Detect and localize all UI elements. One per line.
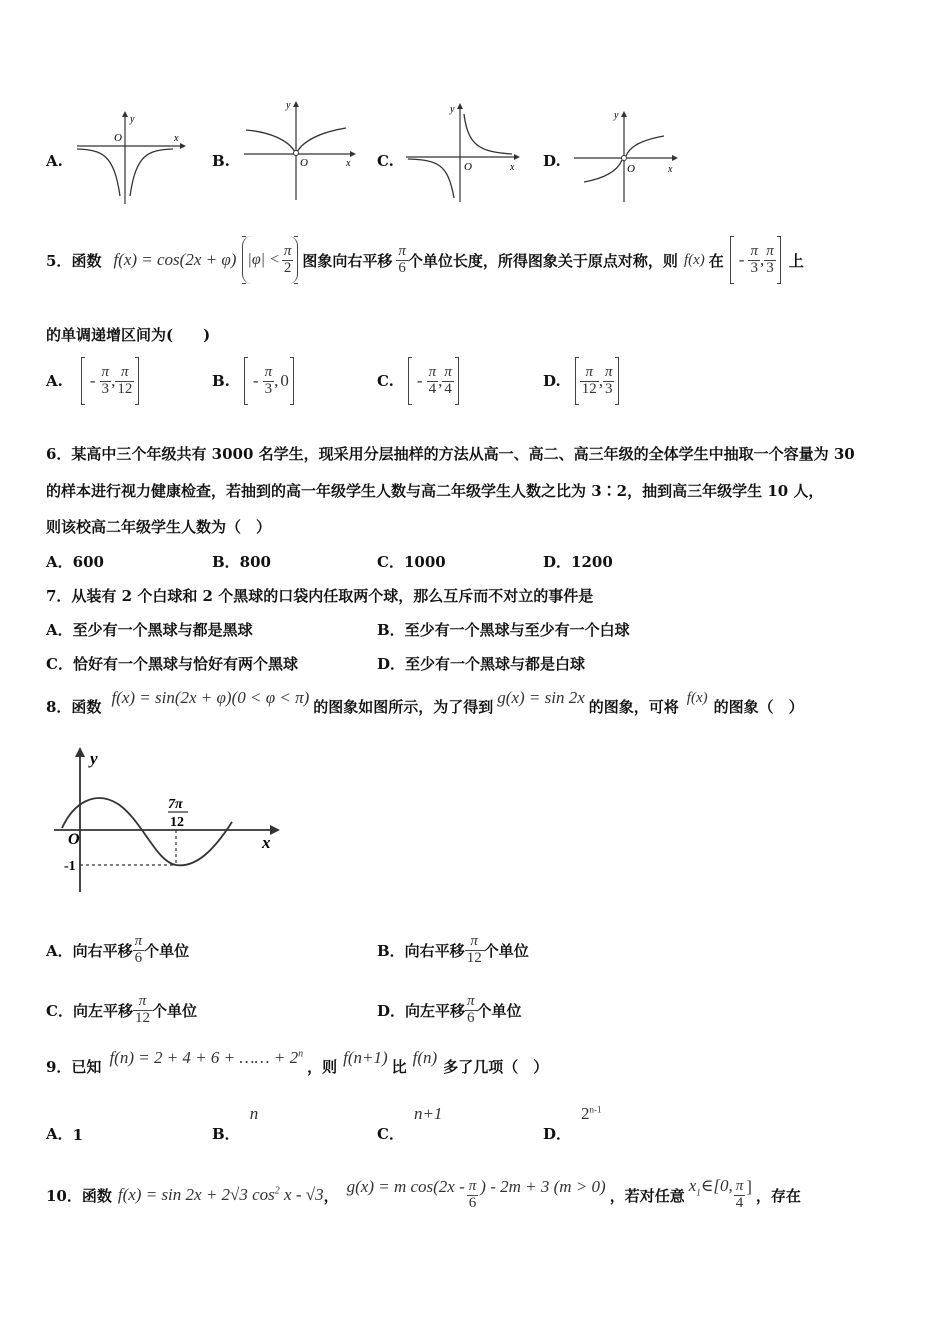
- q5-text-2: 图象向右平移: [302, 251, 393, 270]
- origin-label: O: [68, 831, 80, 848]
- origin-label: O: [464, 161, 472, 173]
- q7-option-a[interactable]: A．至少有一个黑球与都是黑球: [46, 621, 253, 639]
- q5-main-interval: - $\frac{\pi}{3}$ , $\frac{\pi}{3}$: [730, 236, 781, 284]
- curve-right: [130, 149, 173, 196]
- q7-option-b[interactable]: B．至少有一个黑球与至少有一个白球: [377, 621, 630, 639]
- q4-option-b-graph: [240, 98, 360, 203]
- q4-option-d-graph: [570, 108, 682, 206]
- x-label: x: [510, 162, 515, 173]
- q9-f-n-plus-1: f(n+1): [343, 1048, 388, 1067]
- q7-option-c[interactable]: C．恰好有一个黑球与恰好有两个黑球: [46, 655, 298, 673]
- open-point: [294, 151, 299, 156]
- curve-right: [626, 136, 664, 156]
- q4-option-c-label[interactable]: C.: [377, 152, 394, 170]
- origin-label: O: [114, 132, 122, 144]
- q5-stem-line2: 的单调递增区间为( ): [46, 326, 211, 344]
- q4-option-d-label[interactable]: D.: [543, 152, 561, 170]
- q5-text-4: 在: [708, 251, 724, 270]
- y-axis-arrow: [621, 111, 627, 117]
- q9-option-c[interactable]: C． n+1: [377, 1104, 443, 1143]
- curve-left: [246, 130, 295, 152]
- q10-g-function-part1: g(x) = m cos(2x -: [346, 1177, 465, 1196]
- y-label: y: [450, 104, 455, 115]
- q6-option-b[interactable]: B．800: [212, 553, 271, 571]
- q5-text-3: 个单位长度，所得图象关于原点对称，则: [407, 251, 678, 270]
- q8-option-a[interactable]: A．向右平移 $\frac{\pi}{6}$ 个单位: [46, 932, 190, 966]
- neg-one-label: -1: [64, 859, 76, 874]
- q5-condition: |φ| < $\frac{\pi}{2}$: [242, 236, 298, 284]
- q6-stem-line2: 的样本进行视力健康检查，若抽到的高一年级学生人数与高二年级学生人数之比为 3∶2，抽到高三年级学生 10 人，: [46, 482, 824, 500]
- q5-option-d[interactable]: D. $\frac{\pi}{12}$ , $\frac{\pi}{3}$: [543, 356, 619, 406]
- q6-stem-line1: 6．某高中三个年级共有 3000 名学生，现采用分层抽样的方法从高一、高二、高三年级的全体学生中抽取一个容量为 30: [46, 445, 855, 463]
- q5-option-a[interactable]: A. - $\frac{\pi}{3}$ , $\frac{\pi}{12}$: [46, 356, 139, 406]
- y-label: y: [90, 749, 98, 768]
- pi-over-6: $\frac{\pi}{6}$: [398, 242, 406, 276]
- q6-stem-line3: 则该校高二年级学生人数为（ ）: [46, 518, 272, 536]
- q5-fx: f(x): [683, 251, 705, 268]
- q10-x1: $x_1\in[0$,: [688, 1176, 733, 1198]
- q10-stem: 10．函数 f(x) = sin 2x + 2√3 $\cos^2 x - √3$ ， g(x) = m cos(2x - $\frac{\pi}{6}$ ) - 2m + 3 (m > 0) ，若对任意 $x_1\in[0$, $\frac{\pi}{4}$ ] ，存在: [46, 1176, 801, 1211]
- pi-over-2: $\frac{\pi}{2}$: [283, 242, 292, 276]
- x-axis-arrow: [350, 151, 356, 157]
- q8-option-b[interactable]: B．向右平移 $\frac{\pi}{12}$ 个单位: [377, 932, 529, 966]
- q8-option-d[interactable]: D．向左平移 $\frac{\pi}{6}$ 个单位: [377, 992, 522, 1026]
- q8-option-c[interactable]: C．向左平移 $\frac{\pi}{12}$ 个单位: [46, 992, 197, 1026]
- x-axis-arrow: [180, 143, 186, 149]
- y-axis-arrow: [457, 103, 463, 109]
- open-point: [622, 156, 627, 161]
- x-axis-arrow: [514, 154, 520, 160]
- sine-curve: [62, 798, 232, 865]
- tick-denominator: 12: [170, 815, 184, 830]
- q8-fx: f(x): [686, 689, 708, 706]
- x-label: x: [174, 133, 179, 144]
- y-axis-arrow: [122, 111, 128, 117]
- q4-option-a-label[interactable]: A.: [46, 152, 63, 170]
- q10-g-function-part2: ) - 2m + 3 (m > 0): [480, 1177, 606, 1196]
- y-axis-arrow: [75, 747, 85, 757]
- curve-left: [584, 160, 622, 182]
- curve-right: [464, 114, 512, 154]
- q7-option-d[interactable]: D．至少有一个黑球与都是白球: [377, 655, 586, 673]
- q6-option-d[interactable]: D．1200: [543, 553, 613, 571]
- q8-function: f(x) = sin(2x + φ)(0 < φ < π): [111, 688, 310, 707]
- y-label: y: [130, 114, 135, 125]
- x-label: x: [346, 158, 351, 169]
- q5-text-5: 上: [788, 251, 804, 270]
- q9-f-n: f(n): [412, 1048, 438, 1067]
- q4-option-b-label[interactable]: B.: [212, 152, 230, 170]
- q9-option-a[interactable]: A． 1: [46, 1125, 84, 1144]
- x-label: x: [668, 164, 673, 175]
- q5-stem-line1: [46, 234, 804, 286]
- q10-pi-over-6: $\frac{\pi}{6}$: [468, 1177, 477, 1211]
- q10-f-function: f(x) = sin 2x + 2√3 $\cos^2 x - √3$: [117, 1185, 324, 1204]
- q5-function: f(x) = cos(2x + φ): [113, 250, 237, 269]
- q6-option-c[interactable]: C．1000: [377, 553, 446, 571]
- x-axis-arrow: [672, 155, 678, 161]
- q10-pi-over-4: $\frac{\pi}{4}$: [735, 1177, 744, 1211]
- tick-numerator: 7π: [168, 797, 183, 812]
- q5-option-c[interactable]: C. - $\frac{\pi}{4}$ , $\frac{\pi}{4}$: [377, 356, 459, 406]
- q4-option-a-graph: [72, 108, 187, 208]
- origin-label: O: [627, 163, 635, 175]
- q5-option-b[interactable]: B. - $\frac{\pi}{3}$ , 0: [212, 356, 294, 406]
- q5-text-1: 函数: [71, 251, 102, 270]
- q7-stem: 7．从装有 2 个白球和 2 个黑球的口袋内任取两个球，那么互斥而不对立的事件是: [46, 587, 594, 605]
- q9-function: f(n) = 2 + 4 + 6 + …… + $2^n$: [109, 1048, 304, 1067]
- y-label: y: [286, 100, 291, 111]
- curve-right: [297, 128, 346, 152]
- x-axis-arrow: [270, 825, 280, 835]
- q8-stem: 8．函数 f(x) = sin(2x + φ)(0 < φ < π) 的图象如图所示，为了得到 g(x) = sin 2x 的图象，可将 f(x) 的图象（ ）: [46, 688, 804, 716]
- curve-left: [408, 159, 454, 198]
- q9-option-b[interactable]: B． n: [212, 1104, 259, 1143]
- q8-g-function: g(x) = sin 2x: [497, 688, 585, 707]
- q6-option-a[interactable]: A．600: [46, 553, 104, 571]
- y-axis-arrow: [293, 101, 299, 107]
- q5-number: 5．: [46, 251, 72, 270]
- q9-stem: 9．已知 f(n) = 2 + 4 + 6 + …… + $2^n$ ，则 f(n+1) 比 f(n) 多了几项（ ）: [46, 1048, 549, 1076]
- q4-option-c-graph: [402, 100, 524, 205]
- curve-left: [77, 149, 120, 196]
- y-label: y: [614, 110, 619, 121]
- q8-graph: [50, 744, 290, 894]
- q9-option-d[interactable]: D． 2$^{n-1}$: [543, 1104, 602, 1143]
- x-label: x: [262, 833, 271, 852]
- origin-label: O: [300, 157, 308, 169]
